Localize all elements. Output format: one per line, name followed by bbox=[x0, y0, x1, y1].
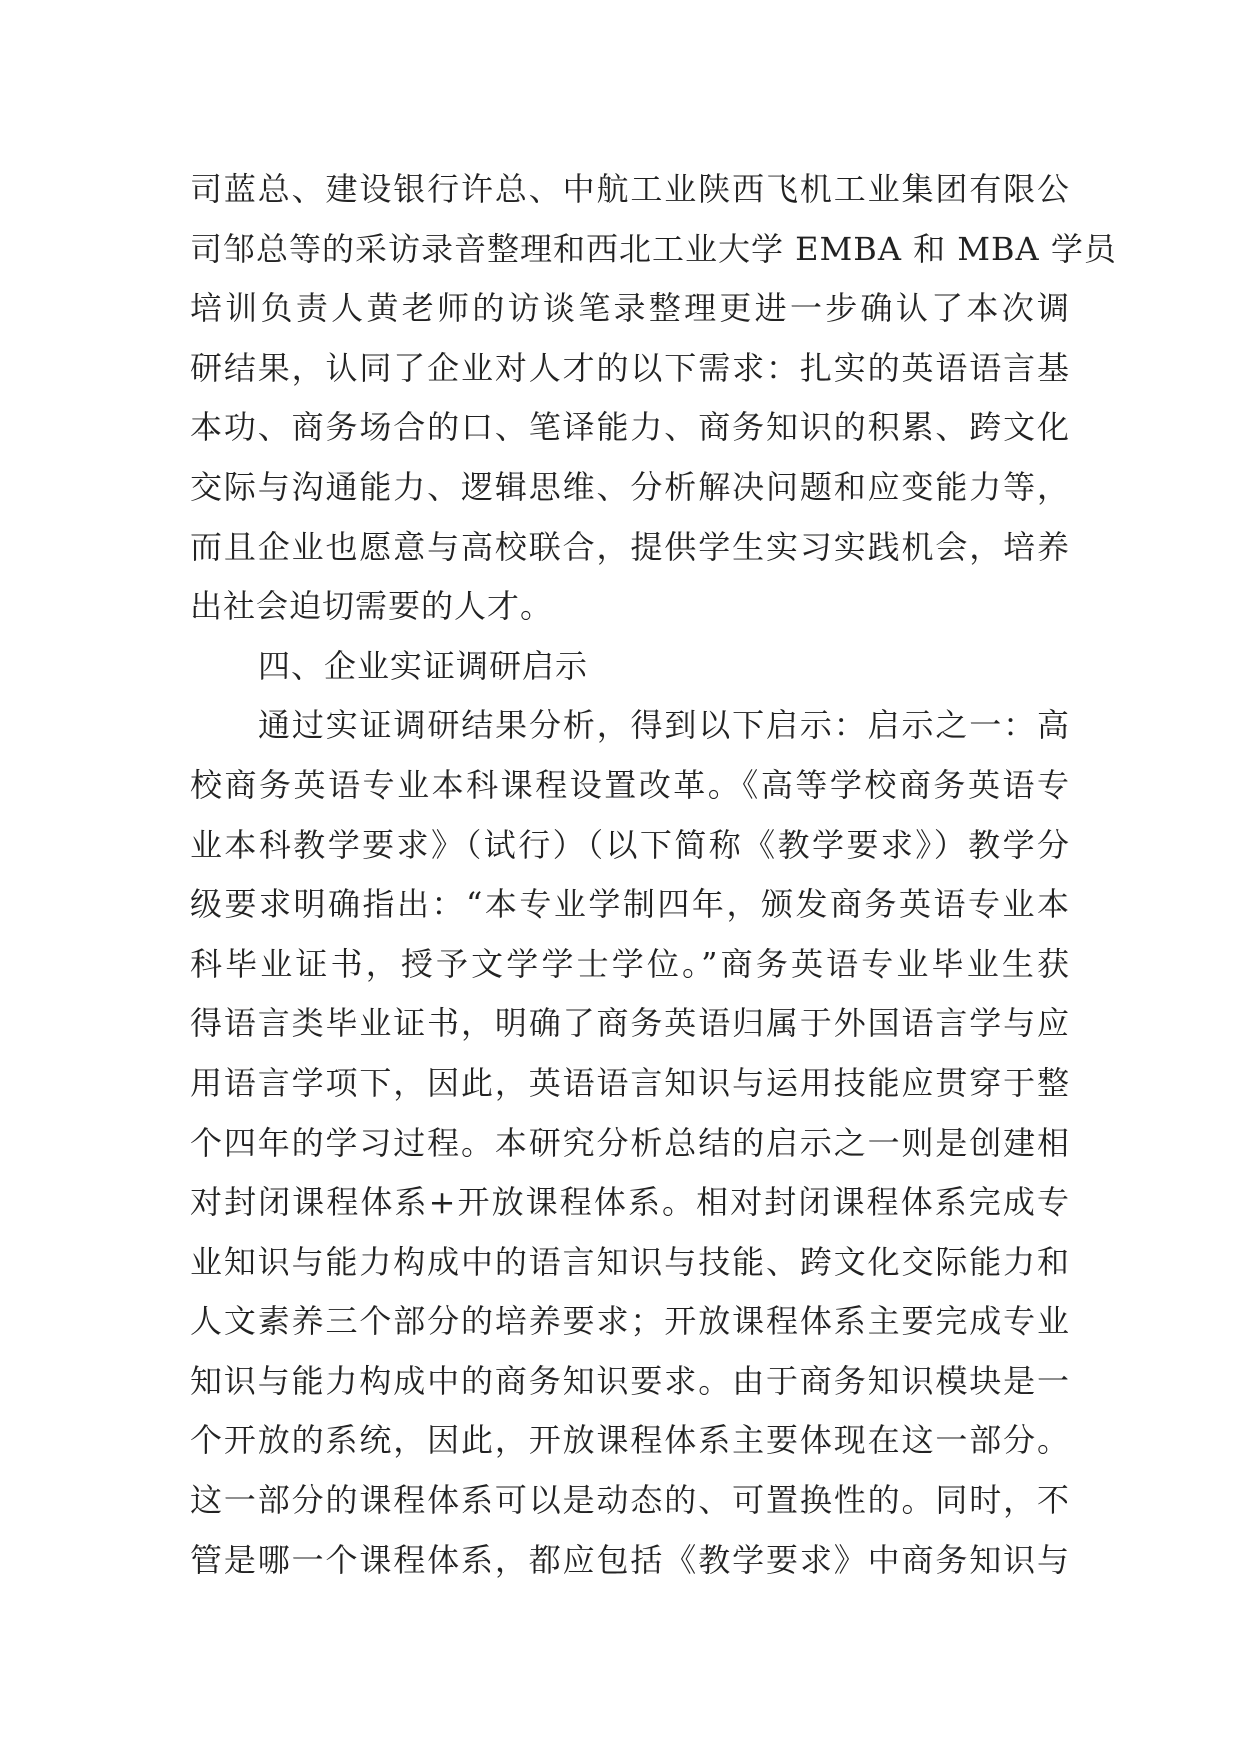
text-line: 对封闭课程体系+开放课程体系。相对封闭课程体系完成专 bbox=[190, 1183, 1070, 1222]
text-line: 而且企业也愿意与高校联合，提供学生实习实践机会，培养 bbox=[190, 527, 1070, 566]
text-line: 得语言类毕业证书，明确了商务英语归属于外国语言学与应 bbox=[190, 1004, 1070, 1043]
text-line: 交际与沟通能力、逻辑思维、分析解决问题和应变能力等， bbox=[190, 467, 1070, 506]
text-line: 个四年的学习过程。本研究分析总结的启示之一则是创建相 bbox=[190, 1123, 1070, 1162]
text-line: 通过实证调研结果分析，得到以下启示：启示之一：高 bbox=[258, 706, 1070, 745]
text-line: 这一部分的课程体系可以是动态的、可置换性的。同时，不 bbox=[190, 1481, 1070, 1520]
text-line: 个开放的系统，因此，开放课程体系主要体现在这一部分。 bbox=[190, 1421, 1070, 1460]
text-line: 科毕业证书，授予文学学士学位。”商务英语专业毕业生获 bbox=[190, 944, 1070, 983]
text-line: 校商务英语专业本科课程设置改革。《高等学校商务英语专 bbox=[190, 765, 1070, 804]
section-heading: 四、企业实证调研启示 bbox=[258, 646, 589, 685]
text-line: 业本科教学要求》（试行）（以下简称《教学要求》）教学分 bbox=[190, 825, 1070, 864]
text-line: 用语言学项下，因此，英语语言知识与运用技能应贯穿于整 bbox=[190, 1063, 1070, 1102]
text-line: 培训负责人黄老师的访谈笔录整理更进一步确认了本次调 bbox=[190, 289, 1070, 328]
text-line: 人文素养三个部分的培养要求；开放课程体系主要完成专业 bbox=[190, 1302, 1070, 1341]
text-line: 司邹总等的采访录音整理和西北工业大学 EMBA 和 MBA 学员 bbox=[190, 229, 1117, 268]
text-line: 知识与能力构成中的商务知识要求。由于商务知识模块是一 bbox=[190, 1361, 1070, 1400]
text-line: 出社会迫切需要的人才。 bbox=[190, 587, 554, 626]
text-line: 业知识与能力构成中的语言知识与技能、跨文化交际能力和 bbox=[190, 1242, 1070, 1281]
text-line: 本功、商务场合的口、笔译能力、商务知识的积累、跨文化 bbox=[190, 408, 1070, 447]
text-line: 研结果，认同了企业对人才的以下需求：扎实的英语语言基 bbox=[190, 348, 1070, 387]
text-line: 级要求明确指出：“本专业学制四年，颁发商务英语专业本 bbox=[190, 885, 1070, 924]
text-line: 管是哪一个课程体系，都应包括《教学要求》中商务知识与 bbox=[190, 1540, 1070, 1579]
body-text bbox=[190, 160, 1117, 1590]
text-line: 司蓝总、建设银行许总、中航工业陕西飞机工业集团有限公 bbox=[190, 170, 1070, 208]
